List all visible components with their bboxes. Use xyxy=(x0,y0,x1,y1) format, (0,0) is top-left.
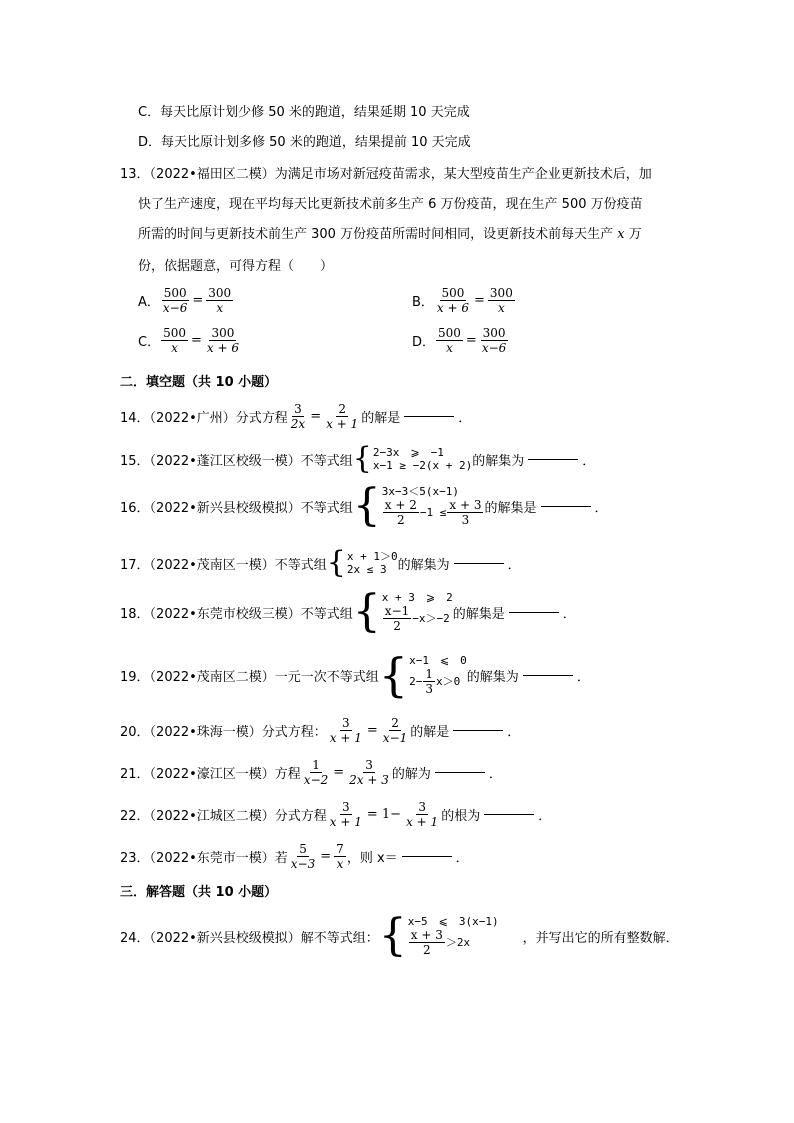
inequality-system xyxy=(352,480,485,531)
numerator: 500 xyxy=(163,326,186,340)
q13-line-3 xyxy=(138,226,642,244)
denominator: x + 6 xyxy=(436,301,470,315)
numerator: 3 xyxy=(342,716,350,730)
fraction xyxy=(423,667,435,696)
numerator: 2 xyxy=(338,402,346,416)
q21 xyxy=(120,758,502,787)
denominator: x + 6 xyxy=(206,341,239,355)
denominator: 2 xyxy=(423,943,431,957)
equals-sign: = xyxy=(192,293,204,308)
question-text: 20．（2022•珠海一模）分式方程： xyxy=(120,725,327,740)
question-text-end: 的解是 xyxy=(361,411,401,426)
question-text-end: 的解集为 xyxy=(466,669,519,685)
period: ． xyxy=(455,851,469,866)
q14 xyxy=(120,402,471,431)
inequality-system xyxy=(352,441,473,476)
denominator: 3 xyxy=(461,513,470,527)
system-row-2 xyxy=(382,604,453,633)
inequality-system xyxy=(378,910,499,961)
answer-blank[interactable] xyxy=(453,730,503,731)
denominator: x + 1 xyxy=(329,731,362,745)
q24 xyxy=(120,910,679,961)
brace: { xyxy=(352,480,381,531)
system-rows xyxy=(408,915,499,957)
equals-sign: = xyxy=(465,333,477,348)
system-rows xyxy=(382,591,453,633)
brace: { xyxy=(378,910,407,961)
system-row-1: x + 1＞0 xyxy=(346,550,398,563)
answer-blank[interactable] xyxy=(484,814,534,815)
numerator: 300 xyxy=(489,286,513,300)
q13-line-4: 份，依据题意，可得方程（ ） xyxy=(138,259,334,274)
system-rows xyxy=(347,550,398,576)
system-row-2 xyxy=(382,498,485,527)
q13-line-2: 快了生产速度，现在平均每天比更新技术前多生产 6 万份疫苗，现在生产 500 万份疫苗 xyxy=(138,197,643,212)
answer-blank[interactable] xyxy=(509,612,559,613)
q13-line-1: 13．（2022•福田区二模）为满足市场对新冠疫苗需求，某大型疫苗生产企业更新技术后，加 xyxy=(120,167,652,182)
fraction xyxy=(347,758,391,787)
equation-mid: = 1− xyxy=(366,807,402,822)
period: ． xyxy=(576,669,590,685)
denominator: 2x + 3 xyxy=(349,773,389,787)
system-row-2: 2x ≤ 3 xyxy=(346,563,387,576)
question-text-end: ，则 x＝ xyxy=(346,851,398,866)
q18 xyxy=(120,586,576,637)
inequality-mid: −x＞−2 xyxy=(412,612,450,625)
inequality-mid: −1 ≤ xyxy=(419,506,447,519)
question-text-end: 的根为 xyxy=(441,809,481,824)
question-text-end: 的解集是 xyxy=(484,500,537,516)
question-text: 16．（2022•新兴县校级模拟）不等式组 xyxy=(120,500,353,516)
period: ． xyxy=(562,606,576,622)
numerator: 300 xyxy=(482,326,506,340)
q13-option-d[interactable] xyxy=(412,326,509,355)
q13-option-b[interactable] xyxy=(412,286,516,315)
numerator: 300 xyxy=(211,326,235,340)
numerator: x + 3 xyxy=(410,928,443,942)
brace: { xyxy=(352,441,372,476)
denominator: x + 1 xyxy=(406,815,439,829)
q16 xyxy=(120,480,608,531)
numerator: 300 xyxy=(208,286,232,300)
fraction xyxy=(404,800,440,829)
fraction xyxy=(383,604,411,633)
system-rows xyxy=(382,485,485,527)
q15 xyxy=(120,441,596,476)
numerator: 500 xyxy=(163,286,187,300)
denominator: x xyxy=(336,857,344,871)
numerator: x + 3 xyxy=(449,498,482,512)
denominator: x−6 xyxy=(481,341,507,355)
equals-sign: = xyxy=(474,293,485,308)
period: ． xyxy=(538,809,552,824)
fraction xyxy=(328,800,364,829)
answer-blank[interactable] xyxy=(541,506,591,507)
question-text-end: 的解为 xyxy=(391,767,431,782)
option-d-prev: D．每天比原计划多修 50 米的跑道，结果提前 10 天完成 xyxy=(138,135,471,150)
option-label: A． xyxy=(138,295,160,310)
expr-part: x＞0 xyxy=(435,675,461,688)
numerator: 7 xyxy=(336,842,344,856)
equals-sign: = xyxy=(333,765,345,780)
denominator: x xyxy=(497,301,505,315)
option-label: D． xyxy=(412,335,436,350)
fraction xyxy=(161,326,188,355)
question-text: 15．（2022•蓬江区校级一模）不等式组 xyxy=(120,453,353,469)
denominator: x + 1 xyxy=(326,417,359,431)
section-fill-in-heading: 二．填空题（共 10 小题） xyxy=(120,375,278,390)
question-text: 24．（2022•新兴县校级模拟）解不等式组： xyxy=(120,930,379,946)
denominator: x−3 xyxy=(290,857,316,871)
system-row-1: 3x−3＜5(x−1) xyxy=(381,485,460,498)
denominator: x xyxy=(216,301,224,315)
inequality-mid: ＞2x xyxy=(445,936,471,949)
numerator: 5 xyxy=(299,842,307,856)
numerator: 3 xyxy=(294,402,302,416)
answer-blank[interactable] xyxy=(435,772,485,773)
inequality-system xyxy=(352,586,453,637)
system-rows xyxy=(373,446,472,472)
equals-sign: = xyxy=(366,723,378,738)
numerator: 1 xyxy=(312,758,320,772)
q17 xyxy=(120,545,521,580)
q13-line-3-end: 万 xyxy=(628,227,642,242)
system-row-2: x−1 ≥ −2(x + 2) xyxy=(372,459,473,472)
fraction xyxy=(302,758,330,787)
question-text: 22．（2022•江城区二模）分式方程 xyxy=(120,809,327,824)
system-row-1: x + 3 ⩾ 2 xyxy=(381,591,453,604)
numerator: 500 xyxy=(441,286,465,300)
fraction xyxy=(435,286,471,315)
option-label: C． xyxy=(138,335,161,350)
q23 xyxy=(120,842,469,871)
brace: { xyxy=(352,586,381,637)
fraction xyxy=(436,326,463,355)
fraction xyxy=(205,326,241,355)
fraction xyxy=(381,716,409,745)
fraction xyxy=(289,842,317,871)
answer-blank[interactable] xyxy=(404,416,454,417)
fraction xyxy=(488,286,515,315)
question-text: 17．（2022•茂南区一模）不等式组 xyxy=(120,557,327,573)
q20 xyxy=(120,716,520,745)
denominator: 2x xyxy=(290,417,306,431)
numerator: 3 xyxy=(342,800,350,814)
numerator: 500 xyxy=(438,326,461,340)
system-row-2 xyxy=(409,667,467,696)
numerator: 3 xyxy=(365,758,373,772)
q13-option-c[interactable] xyxy=(138,326,242,355)
numerator: x + 2 xyxy=(384,498,417,512)
denominator: 3 xyxy=(425,682,433,696)
system-row-2 xyxy=(408,928,499,957)
fraction xyxy=(383,498,419,527)
period: ． xyxy=(582,453,596,469)
system-row-1: x−5 ⩽ 3(x−1) xyxy=(407,915,499,928)
question-text: 18．（2022•东莞市校级三模）不等式组 xyxy=(120,606,353,622)
brace: { xyxy=(326,545,346,580)
equals-sign: = xyxy=(190,333,202,348)
equals-sign: = xyxy=(310,409,322,424)
period: ． xyxy=(507,725,521,740)
question-text: 14．（2022•广州）分式方程 xyxy=(120,411,288,426)
fraction xyxy=(289,402,307,431)
numerator: 1 xyxy=(425,667,433,681)
brace: { xyxy=(378,648,409,702)
q19 xyxy=(120,648,590,702)
system-row-1: 2−3x ⩾ −1 xyxy=(372,446,444,459)
question-text-end: 的解是 xyxy=(410,725,450,740)
answer-blank[interactable] xyxy=(402,856,452,857)
question-text: 23．（2022•东莞市一模）若 xyxy=(120,851,288,866)
equals-sign: = xyxy=(320,849,332,864)
inequality-system xyxy=(326,545,398,580)
denominator: x + 1 xyxy=(329,815,362,829)
q13-option-a[interactable] xyxy=(138,286,234,315)
expr-part: 2− xyxy=(409,675,423,688)
denominator: x−2 xyxy=(303,773,329,787)
denominator: x−1 xyxy=(382,731,408,745)
answer-blank[interactable] xyxy=(523,675,573,676)
fraction xyxy=(161,286,189,315)
system-row-1: x−1 ⩽ 0 xyxy=(409,654,467,667)
question-text-end: 的解集为 xyxy=(397,557,450,573)
q13-var: x xyxy=(617,227,625,242)
numerator: 2 xyxy=(391,716,399,730)
answer-blank[interactable] xyxy=(454,563,504,564)
fraction xyxy=(409,928,445,957)
option-label: B． xyxy=(412,295,434,310)
fraction xyxy=(480,326,508,355)
answer-blank[interactable] xyxy=(528,459,578,460)
question-text-end: ，并写出它的所有整数解． xyxy=(522,930,679,946)
question-text: 21．（2022•濠江区一模）方程 xyxy=(120,767,301,782)
option-c-prev: C．每天比原计划少修 50 米的跑道，结果延期 10 天完成 xyxy=(138,105,470,120)
denominator: x−6 xyxy=(162,301,188,315)
question-text: 19．（2022•茂南区二模）一元一次不等式组 xyxy=(120,669,379,685)
section-answer-heading: 三．解答题（共 10 小题） xyxy=(120,885,278,900)
inequality-system xyxy=(378,648,467,702)
system-rows xyxy=(409,654,467,696)
fraction xyxy=(324,402,360,431)
question-text-end: 的解集是 xyxy=(452,606,505,622)
fraction xyxy=(328,716,364,745)
period: ． xyxy=(488,767,502,782)
q13-line-3-text: 所需的时间与更新技术前生产 300 万份疫苗所需时间相同，设更新技术前每天生产 xyxy=(138,227,614,242)
denominator: 2 xyxy=(393,619,401,633)
denominator: x xyxy=(446,341,453,355)
numerator: x−1 xyxy=(384,604,410,618)
period: ． xyxy=(507,557,521,573)
q22 xyxy=(120,800,551,829)
denominator: x xyxy=(171,341,178,355)
numerator: 3 xyxy=(418,800,426,814)
question-text-end: 的解集为 xyxy=(472,453,525,469)
period: ． xyxy=(594,500,608,516)
fraction xyxy=(447,498,483,527)
period: ． xyxy=(458,411,472,426)
fraction xyxy=(334,842,346,871)
denominator: 2 xyxy=(397,513,405,527)
fraction xyxy=(206,286,233,315)
